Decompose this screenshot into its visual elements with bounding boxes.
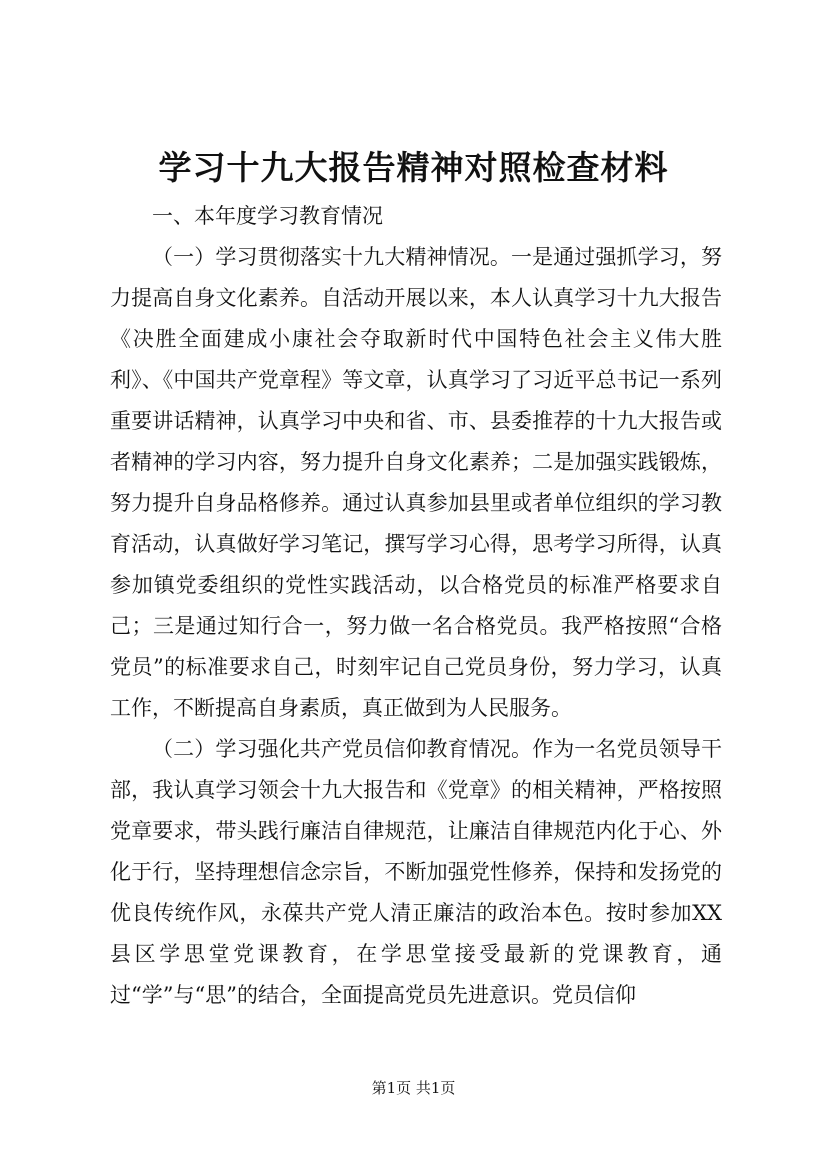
document-body <box>110 196 722 1016</box>
document-title: 学习十九大报告精神对照检查材料 <box>158 148 669 187</box>
section-heading: 一、本年度学习教育情况 <box>152 204 383 228</box>
page-footer: 第1页 共1页 <box>371 1079 456 1097</box>
paragraph-1: （一）学习贯彻落实十九大精神情况。一是通过强抓学习，努力提高自身文化素养。自活动开展以来，本人认真学习十九大报告《决胜全面建成小康社会夺取新时代中国特色社会主义伟大胜利》、《中国共产党章程》等文章，认真学习了习近平总书记一系列重要讲话精神，认真学习中央和省、市、县委推荐的十九大报告或者精神的学习内容，努力提升自身文化素养；二是加强实践锻炼，努力提升自身品格修养。通过认真参加县里或者单位组织的学习教育活动，认真做好学习笔记，撰写学习心得，思考学习所得，认真参加镇党委组织的党性实践活动，以合格党员的标准严格要求自己；三是通过知行合一，努力做一名合格党员。我严格按照“合格党员”的标准要求自己，时刻牢记自己党员身份，努力学习，认真工作，不断提高自身素质，真正做到为人民服务。 <box>110 245 722 720</box>
paragraph-2: （二）学习强化共产党员信仰教育情况。作为一名党员领导干部，我认真学习领会十九大报告和《党章》的相关精神，严格按照党章要求，带头践行廉洁自律规范，让廉洁自律规范内化于心、外化于行，坚持理想信念宗旨，不断加强党性修养，保持和发扬党的优良传统作风，永葆共产党人清正廉洁的政治本色。按时参加XX县区学思堂党课教育，在学思堂接受最新的党课教育，通过“学”与“思”的结合，全面提高党员先进意识。党员信仰 <box>110 737 722 1007</box>
